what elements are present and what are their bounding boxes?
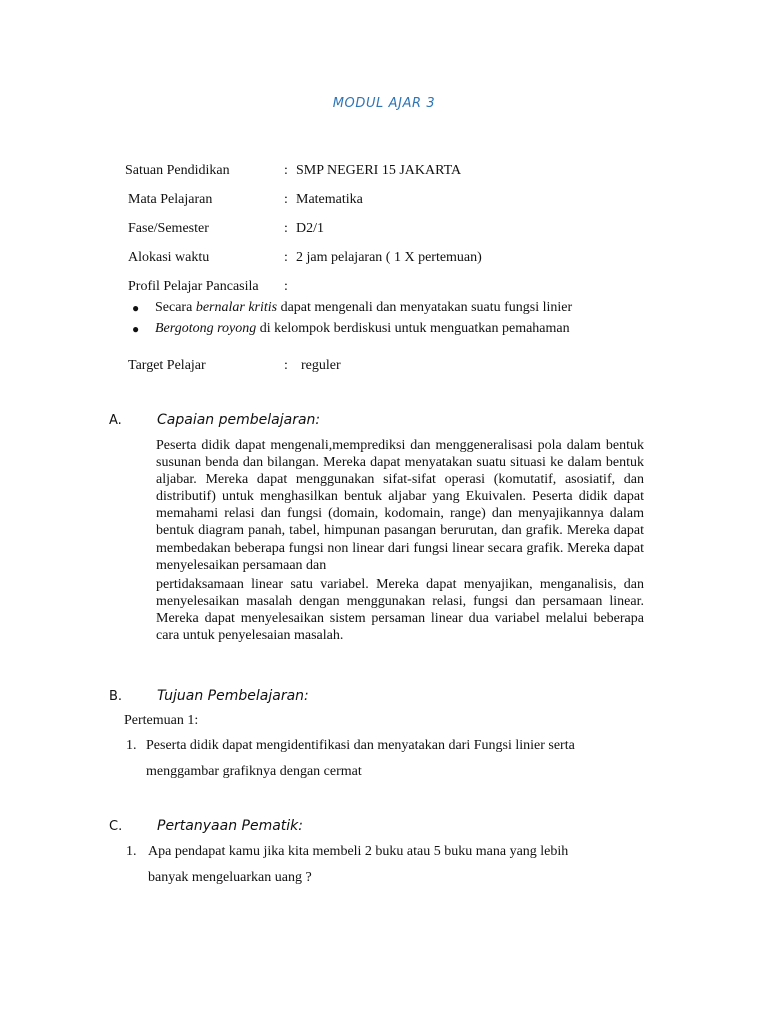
section-a-paragraph-2: pertidaksamaan linear satu variabel. Mereka dapat menyajikan, menganalisis, dan menyelesaikan masalah dengan menggunakan relasi, fungsi dan persamaan linear. Mereka dapat menyelesaikan sistem persaman linear dua variabel melalui beberapa cara untuk penyelesaian masalah. [156,576,644,644]
identity-value-alokasi: 2 jam pelajaran ( 1 X pertemuan) [296,250,482,265]
identity-colon: : [284,221,288,236]
identity-label-alokasi: Alokasi waktu [128,250,210,265]
identity-value-satuan: SMP NEGERI 15 JAKARTA [296,163,462,178]
identity-value-fase: D2/1 [296,221,324,236]
identity-label-satuan: Satuan Pendidikan [125,163,230,178]
section-b-letter: B. [109,689,123,704]
section-c-letter: C. [109,819,123,834]
target-colon: : [284,358,288,373]
section-b-title: Tujuan Pembelajaran: [157,688,309,704]
profil-bullet-2: Bergotong royong di kelompok berdiskusi untuk menguatkan pemahaman [155,321,570,336]
page-title: MODUL AJAR 3 [332,96,436,111]
target-value: reguler [301,358,341,373]
profil-bullet-1: Secara bernalar kritis dapat mengenali dan menyatakan suatu fungsi linier [155,300,573,315]
bullet-icon: ● [132,322,140,336]
identity-colon: : [284,250,288,265]
profil-label: Profil Pelajar Pancasila [128,279,259,294]
identity-label-fase: Fase/Semester [128,221,209,236]
section-a-paragraph [156,437,644,644]
meeting-label: Pertemuan 1: [124,713,199,728]
list-number: 1. [126,844,137,859]
question-line-2: banyak mengeluarkan uang ? [148,870,312,885]
list-number: 1. [126,738,137,753]
section-a-paragraph-1: Peserta didik dapat mengenali,memprediksi dan menggeneralisasi pola dalam bentuk susunan benda dan bilangan. Mereka dapat menyatakan suatu situasi ke dalam bentuk aljabar. Mereka dapat menggunakan sifat-sifat operasi (komutatif, asosiatif, dan distributif) untuk menghasilkan bentuk aljabar yang Ekuivalen. Peserta didik dapat memahami relasi dan fungsi (domain, kodomain, range) dan menyajikannya dalam bentuk diagram panah, tabel, himpunan pasangan berurutan, dan grafik. Mereka dapat membedakan beberapa fungsi non linear dari fungsi linear secara grafik. Mereka dapat menyelesaikan persamaan dan [156,438,644,573]
bullet-icon: ● [132,301,140,315]
identity-colon: : [284,163,288,178]
section-a-title: Capaian pembelajaran: [157,412,321,428]
identity-value-mapel: Matematika [296,192,363,207]
profil-colon: : [284,279,288,294]
objective-line-2: menggambar grafiknya dengan cermat [146,764,362,779]
section-c-title: Pertanyaan Pematik: [157,818,303,834]
section-a-letter: A. [109,413,122,428]
identity-label-mapel: Mata Pelajaran [128,192,213,207]
identity-colon: : [284,192,288,207]
target-label: Target Pelajar [128,358,206,373]
question-line-1: Apa pendapat kamu jika kita membeli 2 buku atau 5 buku mana yang lebih [148,844,569,859]
objective-line-1: Peserta didik dapat mengidentifikasi dan menyatakan dari Fungsi linier serta [146,738,575,753]
